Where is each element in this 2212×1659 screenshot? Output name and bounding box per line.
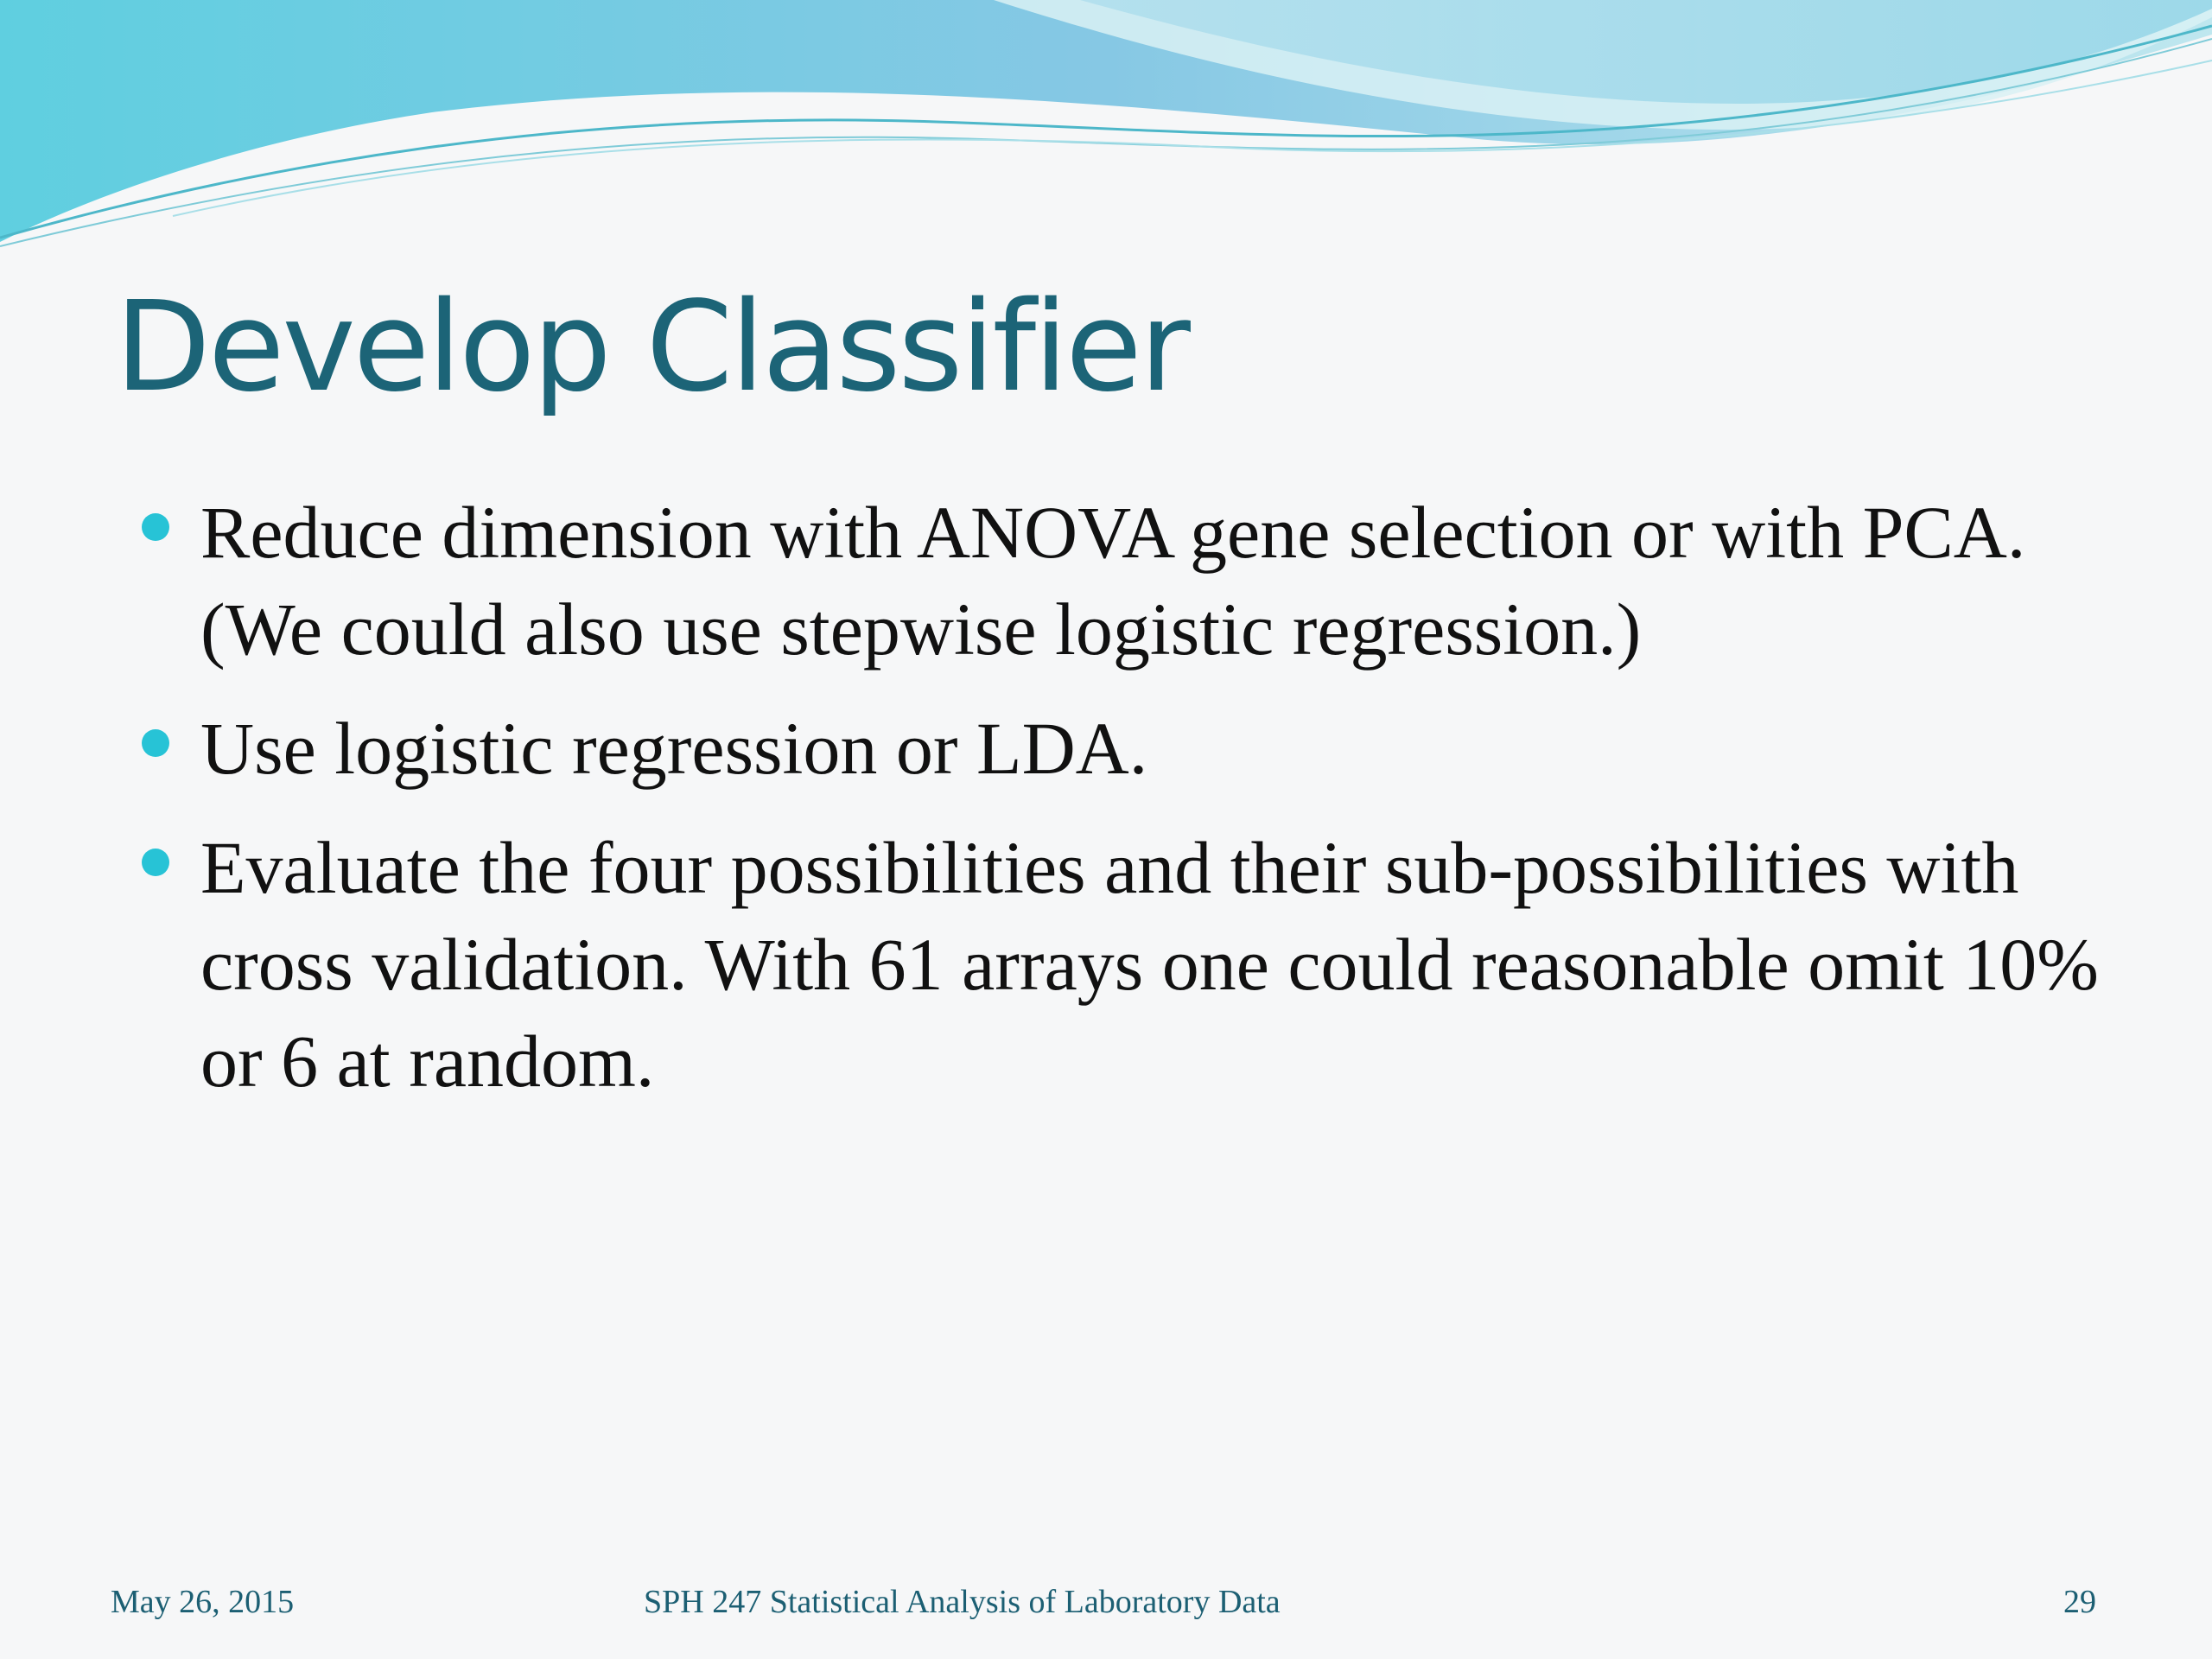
bullet-item xyxy=(138,484,2108,677)
bullet-text: Evaluate the four possibilities and their sub-possibilities with cross validation. With 61 arrays one could reasonable omit 10% or 6 at random. xyxy=(200,826,2099,1103)
bullet-text: Use logistic regression or LDA. xyxy=(200,707,1148,790)
slide-title: Develop Classifier xyxy=(115,274,1188,419)
bullet-dot-icon xyxy=(142,513,169,541)
header-wave-decoration xyxy=(0,0,2212,259)
footer-page-number: 29 xyxy=(2063,1584,2096,1620)
footer-date: May 26, 2015 xyxy=(111,1584,295,1620)
bullet-item xyxy=(138,700,2108,797)
bullet-item xyxy=(138,819,2108,1109)
bullet-list xyxy=(138,484,2108,1132)
bullet-dot-icon xyxy=(142,849,169,876)
bullet-text: Reduce dimension with ANOVA gene selection or with PCA. (We could also use stepwise logistic regression.) xyxy=(200,491,2026,671)
bullet-dot-icon xyxy=(142,729,169,757)
footer-course-title: SPH 247 Statistical Analysis of Laboratory Data xyxy=(644,1584,1281,1620)
